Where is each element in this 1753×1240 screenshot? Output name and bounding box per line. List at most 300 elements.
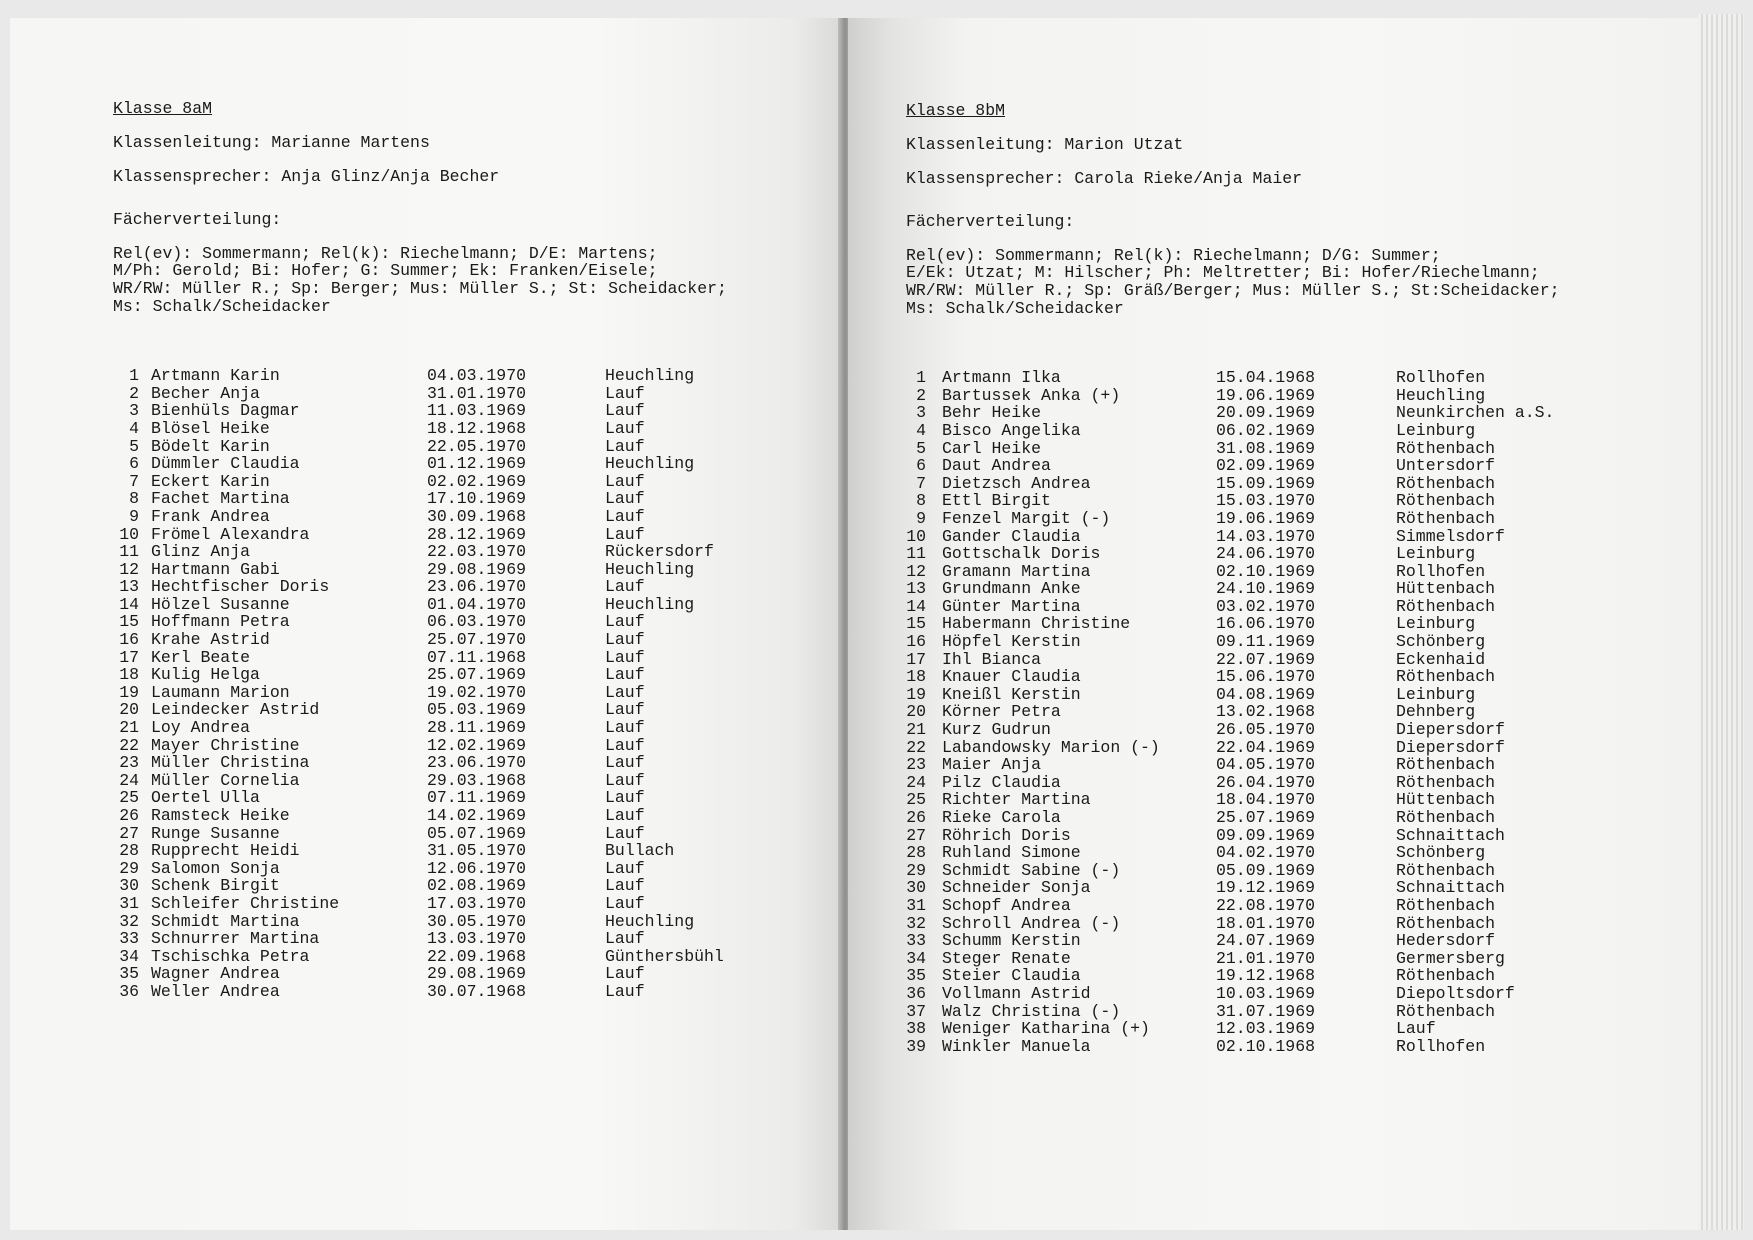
student-name: Ihl Bianca: [942, 649, 1042, 669]
student-number: 21: [119, 718, 139, 738]
home-town: Heuchling: [605, 559, 695, 579]
home-town: Lauf: [605, 577, 645, 597]
home-town: Röthenbach: [1396, 808, 1496, 827]
home-town: Lauf: [605, 418, 645, 438]
home-town: Röthenbach: [1396, 860, 1496, 880]
birth-date: 18.12.1968: [427, 418, 527, 438]
student-row: [113, 772, 823, 790]
student-name: Kerl Beate: [151, 647, 251, 667]
home-town: Rollhofen: [1396, 1036, 1486, 1056]
home-town: Lauf: [605, 806, 645, 825]
student-number: 10: [119, 524, 139, 544]
student-name: Gramann Martina: [942, 561, 1091, 581]
birth-date: 22.08.1970: [1216, 895, 1316, 915]
student-row: [113, 737, 823, 755]
birth-date: 22.07.1969: [1216, 649, 1316, 669]
student-row: [113, 631, 823, 649]
student-number: 7: [129, 471, 139, 491]
birth-date: 22.09.1968: [427, 946, 527, 966]
student-row: [906, 932, 1686, 950]
birth-date: 15.04.1968: [1216, 368, 1316, 388]
student-number: 12: [119, 559, 139, 579]
home-town: Lauf: [605, 858, 645, 878]
birth-date: 04.05.1970: [1216, 755, 1316, 775]
student-number: 24: [906, 772, 926, 792]
student-row: [113, 473, 823, 491]
birth-date: 25.07.1969: [1216, 808, 1316, 827]
student-number: 1: [129, 366, 139, 386]
student-number: 14: [119, 594, 139, 614]
student-number: 31: [119, 893, 139, 913]
home-town: Simmelsdorf: [1396, 526, 1505, 546]
birth-date: 10.03.1969: [1216, 983, 1316, 1003]
home-town: Schnaittach: [1396, 878, 1505, 898]
student-name: Kulig Helga: [151, 665, 260, 685]
student-number: 11: [119, 542, 139, 562]
student-number: 22: [119, 735, 139, 755]
student-name: Leindecker Astrid: [151, 700, 320, 720]
home-town: Röthenbach: [1396, 966, 1496, 986]
birth-date: 02.08.1969: [427, 876, 527, 896]
student-number: 18: [119, 665, 139, 685]
student-name: Carl Heike: [942, 438, 1042, 458]
student-name: Habermann Christine: [942, 614, 1131, 634]
home-town: Heuchling: [605, 366, 695, 386]
class-title: Klasse 8aM: [113, 99, 213, 118]
student-number: 35: [119, 964, 139, 984]
home-town: Hedersdorf: [1396, 931, 1496, 951]
student-number: 20: [906, 702, 926, 722]
subjects-heading: Fächerverteilung:: [113, 210, 282, 230]
student-name: Günter Martina: [942, 596, 1081, 616]
student-row: [906, 756, 1686, 774]
student-name: Körner Petra: [942, 702, 1061, 722]
student-number: 3: [129, 401, 139, 421]
student-row: [906, 827, 1686, 845]
birth-date: 12.06.1970: [427, 858, 527, 878]
student-row: [906, 545, 1686, 563]
student-name: Gander Claudia: [942, 526, 1081, 546]
student-row: [113, 613, 823, 631]
home-town: Lauf: [605, 788, 645, 808]
student-row: [113, 948, 823, 966]
student-name: Salomon Sonja: [151, 858, 280, 878]
student-number: 2: [916, 385, 926, 405]
class-8am-section: [113, 100, 823, 1001]
home-town: Schnaittach: [1396, 825, 1505, 845]
student-name: Pilz Claudia: [942, 772, 1061, 792]
student-name: Kurz Gudrun: [942, 720, 1051, 740]
student-row: [113, 526, 823, 544]
student-number: 19: [119, 682, 139, 702]
home-town: Lauf: [605, 665, 645, 685]
student-name: Steier Claudia: [942, 966, 1081, 986]
student-number: 9: [916, 508, 926, 528]
birth-date: 29.08.1969: [427, 964, 527, 984]
student-row: [906, 967, 1686, 985]
birth-date: 22.04.1969: [1216, 737, 1316, 757]
student-row: [113, 719, 823, 737]
student-name: Fenzel Margit (-): [942, 508, 1111, 528]
student-name: Daut Andrea: [942, 456, 1051, 476]
student-name: Müller Cornelia: [151, 770, 300, 790]
student-name: Glinz Anja: [151, 542, 251, 562]
birth-date: 24.06.1970: [1216, 544, 1316, 564]
student-row: [906, 721, 1686, 739]
student-row: [906, 457, 1686, 475]
student-row: [906, 739, 1686, 757]
student-number: 28: [119, 841, 139, 861]
birth-date: 03.02.1970: [1216, 596, 1316, 616]
birth-date: 29.08.1969: [427, 559, 527, 579]
birth-date: 31.01.1970: [427, 383, 527, 403]
student-row: [906, 615, 1686, 633]
student-number: 35: [906, 966, 926, 986]
student-name: Weniger Katharina (+): [942, 1019, 1150, 1039]
home-town: Röthenbach: [1396, 913, 1496, 933]
home-town: Bullach: [605, 841, 675, 861]
student-row: [906, 440, 1686, 458]
student-number: 3: [916, 403, 926, 423]
student-row: [113, 754, 823, 772]
class-title: Klasse 8bM: [906, 101, 1006, 120]
student-number: 37: [906, 1001, 926, 1021]
student-number: 7: [916, 473, 926, 493]
student-number: 30: [906, 878, 926, 898]
student-number: 36: [119, 981, 139, 1001]
birth-date: 05.03.1969: [427, 700, 527, 720]
student-name: Röhrich Doris: [942, 825, 1071, 845]
student-row: [906, 950, 1686, 968]
student-number: 21: [906, 720, 926, 740]
birth-date: 01.12.1969: [427, 454, 527, 474]
home-town: Lauf: [605, 981, 645, 1001]
subjects-line: Ms: Schalk/Scheidacker: [906, 298, 1124, 318]
student-name: Schroll Andrea (-): [942, 913, 1121, 933]
birth-date: 07.11.1968: [427, 647, 527, 667]
class-speakers: Klassensprecher: Anja Glinz/Anja Becher: [113, 166, 500, 186]
birth-date: 14.02.1969: [427, 806, 527, 825]
student-name: Behr Heike: [942, 403, 1042, 423]
class-speakers: Klassensprecher: Carola Rieke/Anja Maier: [906, 168, 1303, 188]
student-list: [906, 369, 1686, 1055]
student-row: [113, 789, 823, 807]
home-town: Lauf: [1396, 1019, 1436, 1039]
student-number: 23: [119, 753, 139, 773]
student-row: [906, 809, 1686, 827]
student-name: Krahe Astrid: [151, 630, 270, 650]
birth-date: 12.03.1969: [1216, 1019, 1316, 1039]
home-town: Diepersdorf: [1396, 720, 1505, 740]
student-row: [113, 825, 823, 843]
student-name: Schleifer Christine: [151, 893, 340, 913]
home-town: Leinburg: [1396, 544, 1476, 564]
birth-date: 15.06.1970: [1216, 667, 1316, 687]
birth-date: 01.04.1970: [427, 594, 527, 614]
home-town: Lauf: [605, 876, 645, 896]
home-town: Lauf: [605, 471, 645, 491]
home-town: Lauf: [605, 929, 645, 949]
home-town: Röthenbach: [1396, 772, 1496, 792]
student-number: 9: [129, 506, 139, 526]
home-town: Germersberg: [1396, 948, 1505, 968]
student-row: [906, 668, 1686, 686]
home-town: Röthenbach: [1396, 596, 1496, 616]
student-row: [113, 649, 823, 667]
home-town: Lauf: [605, 647, 645, 667]
birth-date: 31.08.1969: [1216, 438, 1316, 458]
student-number: 14: [906, 596, 926, 616]
birth-date: 22.03.1970: [427, 542, 527, 562]
student-number: 6: [129, 454, 139, 474]
birth-date: 18.01.1970: [1216, 913, 1316, 933]
student-name: Vollmann Astrid: [942, 983, 1091, 1003]
student-row: [113, 930, 823, 948]
birth-date: 24.10.1969: [1216, 579, 1316, 599]
home-town: Diepersdorf: [1396, 737, 1505, 757]
student-name: Schenk Birgit: [151, 876, 280, 896]
student-row: [906, 492, 1686, 510]
student-name: Becher Anja: [151, 383, 260, 403]
student-list: [113, 367, 823, 1000]
student-number: 15: [119, 612, 139, 632]
class-8bm-section: [906, 102, 1686, 1055]
birth-date: 26.05.1970: [1216, 720, 1316, 740]
student-row: [113, 438, 823, 456]
student-number: 33: [119, 929, 139, 949]
student-name: Ramsteck Heike: [151, 806, 290, 825]
student-row: [906, 703, 1686, 721]
student-name: Runge Susanne: [151, 823, 280, 843]
home-town: Heuchling: [605, 454, 695, 474]
student-number: 15: [906, 614, 926, 634]
student-name: Hölzel Susanne: [151, 594, 290, 614]
student-number: 25: [906, 790, 926, 810]
student-row: [113, 508, 823, 526]
home-town: Röthenbach: [1396, 667, 1496, 687]
birth-date: 04.08.1969: [1216, 684, 1316, 704]
student-number: 31: [906, 895, 926, 915]
student-name: Schmidt Martina: [151, 911, 300, 931]
home-town: Lauf: [605, 436, 645, 456]
student-row: [113, 860, 823, 878]
student-number: 4: [916, 420, 926, 440]
student-row: [113, 983, 823, 1001]
birth-date: 16.06.1970: [1216, 614, 1316, 634]
student-row: [113, 877, 823, 895]
home-town: Schönberg: [1396, 843, 1486, 863]
birth-date: 30.05.1970: [427, 911, 527, 931]
birth-date: 29.03.1968: [427, 770, 527, 790]
birth-date: 30.09.1968: [427, 506, 527, 526]
home-town: Heuchling: [605, 594, 695, 614]
home-town: Röthenbach: [1396, 473, 1496, 493]
student-name: Weller Andrea: [151, 981, 280, 1001]
student-number: 8: [129, 489, 139, 509]
birth-date: 20.09.1969: [1216, 403, 1316, 423]
birth-date: 13.02.1968: [1216, 702, 1316, 722]
student-name: Steger Renate: [942, 948, 1071, 968]
student-row: [906, 563, 1686, 581]
home-town: Leinburg: [1396, 684, 1476, 704]
student-name: Schopf Andrea: [942, 895, 1071, 915]
student-number: 2: [129, 383, 139, 403]
student-name: Fachet Martina: [151, 489, 290, 509]
right-page: [848, 18, 1698, 1230]
birth-date: 17.03.1970: [427, 893, 527, 913]
birth-date: 23.06.1970: [427, 577, 527, 597]
birth-date: 24.07.1969: [1216, 931, 1316, 951]
home-town: Lauf: [605, 893, 645, 913]
home-town: Rückersdorf: [605, 542, 714, 562]
student-name: Hartmann Gabi: [151, 559, 280, 579]
student-name: Bisco Angelika: [942, 420, 1081, 440]
student-number: 20: [119, 700, 139, 720]
page-stack-edge: [1698, 14, 1744, 1230]
home-town: Röthenbach: [1396, 895, 1496, 915]
birth-date: 28.12.1969: [427, 524, 527, 544]
subjects-line: WR/RW: Müller R.; Sp: Berger; Mus: Müller S.; St: Scheidacker;: [113, 278, 727, 298]
home-town: Heuchling: [605, 911, 695, 931]
student-name: Loy Andrea: [151, 718, 251, 738]
student-row: [113, 561, 823, 579]
student-name: Oertel Ulla: [151, 788, 260, 808]
student-name: Bödelt Karin: [151, 436, 270, 456]
home-town: Leinburg: [1396, 420, 1476, 440]
birth-date: 15.03.1970: [1216, 491, 1316, 511]
student-row: [113, 807, 823, 825]
student-row: [113, 490, 823, 508]
student-row: [906, 651, 1686, 669]
student-row: [906, 1020, 1686, 1038]
birth-date: 04.03.1970: [427, 366, 527, 386]
student-number: 28: [906, 843, 926, 863]
subjects-block: [906, 247, 1686, 317]
student-name: Blösel Heike: [151, 418, 270, 438]
student-row: [906, 475, 1686, 493]
student-number: 17: [906, 649, 926, 669]
student-number: 32: [119, 911, 139, 931]
student-number: 25: [119, 788, 139, 808]
home-town: Hüttenbach: [1396, 579, 1496, 599]
birth-date: 18.04.1970: [1216, 790, 1316, 810]
birth-date: 14.03.1970: [1216, 526, 1316, 546]
student-number: 8: [916, 491, 926, 511]
student-number: 16: [906, 632, 926, 652]
student-name: Ettl Birgit: [942, 491, 1051, 511]
student-number: 5: [916, 438, 926, 458]
student-name: Schneider Sonja: [942, 878, 1091, 898]
student-number: 23: [906, 755, 926, 775]
subjects-line: M/Ph: Gerold; Bi: Hofer; G: Summer; Ek: Franken/Eisele;: [113, 261, 658, 281]
student-number: 26: [906, 808, 926, 827]
home-town: Röthenbach: [1396, 438, 1496, 458]
student-row: [113, 420, 823, 438]
student-row: [906, 985, 1686, 1003]
birth-date: 02.02.1969: [427, 471, 527, 491]
birth-date: 06.02.1969: [1216, 420, 1316, 440]
birth-date: 12.02.1969: [427, 735, 527, 755]
birth-date: 21.01.1970: [1216, 948, 1316, 968]
student-row: [113, 895, 823, 913]
birth-date: 19.12.1969: [1216, 878, 1316, 898]
student-number: 16: [119, 630, 139, 650]
student-number: 19: [906, 684, 926, 704]
student-row: [906, 404, 1686, 422]
student-number: 5: [129, 436, 139, 456]
student-number: 10: [906, 526, 926, 546]
home-town: Lauf: [605, 700, 645, 720]
birth-date: 19.12.1968: [1216, 966, 1316, 986]
home-town: Dehnberg: [1396, 702, 1476, 722]
student-name: Höpfel Kerstin: [942, 632, 1081, 652]
home-town: Rollhofen: [1396, 368, 1486, 388]
birth-date: 28.11.1969: [427, 718, 527, 738]
student-row: [906, 387, 1686, 405]
student-row: [113, 367, 823, 385]
student-number: 34: [119, 946, 139, 966]
student-row: [906, 422, 1686, 440]
student-row: [113, 402, 823, 420]
birth-date: 30.07.1968: [427, 981, 527, 1001]
home-town: Lauf: [605, 964, 645, 984]
student-name: Laumann Marion: [151, 682, 290, 702]
birth-date: 02.09.1969: [1216, 456, 1316, 476]
birth-date: 19.06.1969: [1216, 385, 1316, 405]
student-number: 33: [906, 931, 926, 951]
student-number: 18: [906, 667, 926, 687]
student-name: Wagner Andrea: [151, 964, 280, 984]
subjects-line: Rel(ev): Sommermann; Rel(k): Riechelmann; D/E: Martens;: [113, 243, 658, 263]
home-town: Röthenbach: [1396, 1001, 1496, 1021]
student-row: [113, 913, 823, 931]
birth-date: 15.09.1969: [1216, 473, 1316, 493]
student-number: 17: [119, 647, 139, 667]
student-name: Ruhland Simone: [942, 843, 1081, 863]
student-number: 24: [119, 770, 139, 790]
student-row: [906, 686, 1686, 704]
birth-date: 07.11.1969: [427, 788, 527, 808]
student-row: [906, 879, 1686, 897]
student-name: Winkler Manuela: [942, 1036, 1091, 1056]
home-town: Lauf: [605, 401, 645, 421]
student-name: Rieke Carola: [942, 808, 1061, 827]
home-town: Untersdorf: [1396, 456, 1496, 476]
birth-date: 19.02.1970: [427, 682, 527, 702]
home-town: Neunkirchen a.S.: [1396, 403, 1555, 423]
student-row: [906, 1003, 1686, 1021]
student-number: 11: [906, 544, 926, 564]
home-town: Röthenbach: [1396, 508, 1496, 528]
home-town: Günthersbühl: [605, 946, 724, 966]
student-row: [906, 862, 1686, 880]
student-name: Hoffmann Petra: [151, 612, 290, 632]
home-town: Lauf: [605, 770, 645, 790]
student-number: 13: [119, 577, 139, 597]
class-teacher: Klassenleitung: Marion Utzat: [906, 135, 1184, 154]
student-number: 27: [119, 823, 139, 843]
class-teacher: Klassenleitung: Marianne Martens: [113, 133, 430, 152]
home-town: Rollhofen: [1396, 561, 1486, 581]
birth-date: 11.03.1969: [427, 401, 527, 421]
student-row: [906, 791, 1686, 809]
student-number: 38: [906, 1019, 926, 1039]
student-row: [113, 666, 823, 684]
student-row: [906, 844, 1686, 862]
student-row: [113, 684, 823, 702]
birth-date: 26.04.1970: [1216, 772, 1316, 792]
home-town: Lauf: [605, 682, 645, 702]
